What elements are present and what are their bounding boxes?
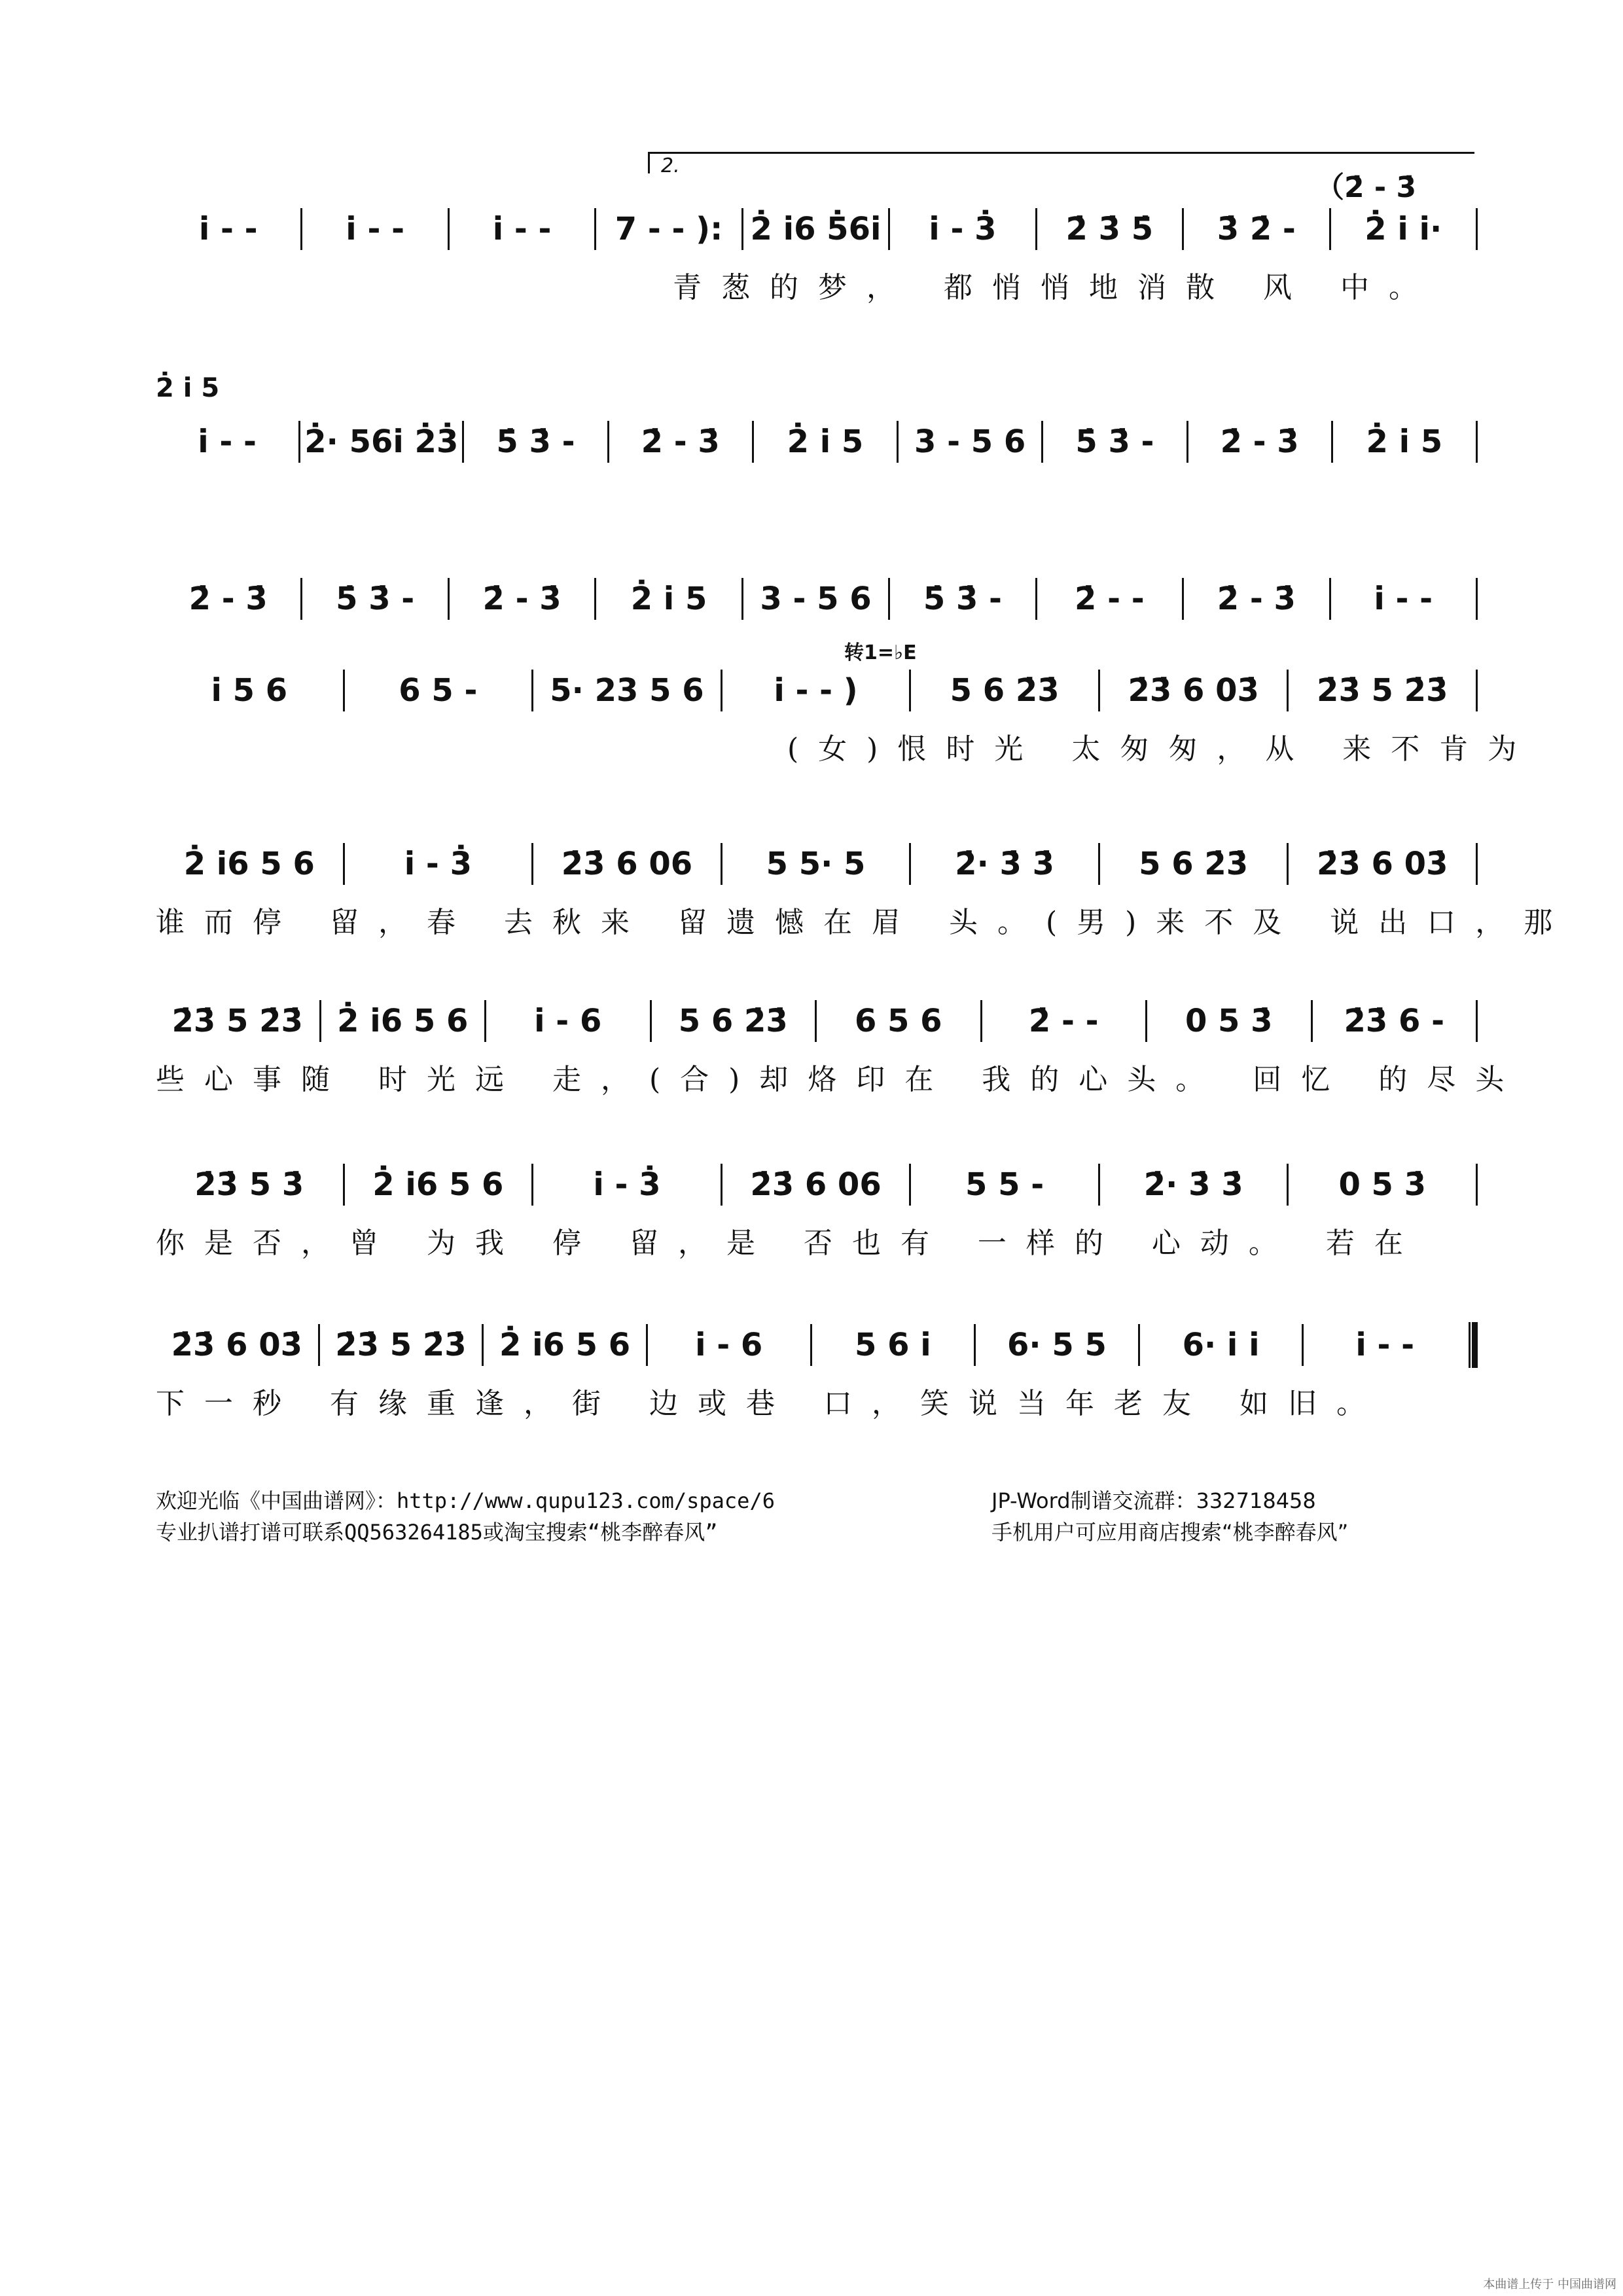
barline xyxy=(1476,670,1478,711)
measure: 0 5 3̇ xyxy=(1338,1166,1427,1203)
measure: i̇ - 3̇ xyxy=(929,211,997,247)
measure: i̇ - 3̇ xyxy=(404,846,472,882)
measure: 2̇3̇ 6 03̇ xyxy=(1317,846,1448,882)
measure: 5 5 - xyxy=(965,1166,1044,1203)
measure: 2̇ i̇6 5 6 xyxy=(183,846,315,882)
measure: i̇ - - xyxy=(346,211,405,247)
notes-row xyxy=(156,661,1478,720)
parenthetical-notes: （2̇ - 3̇ xyxy=(1315,171,1417,204)
footer-app: 手机用户可应用商店搜索“桃李醉春风” xyxy=(991,1520,1349,1545)
measure: 5 5· 5 xyxy=(766,846,866,882)
barline xyxy=(1476,578,1478,620)
notes-row xyxy=(156,1155,1478,1214)
measure: 2̇ - - xyxy=(1075,581,1145,617)
notes-row xyxy=(156,412,1478,471)
measure: 3 - 5 6 xyxy=(914,423,1026,460)
measure: 2̇ i̇ 5 xyxy=(787,423,864,460)
notes-row xyxy=(156,200,1478,259)
measure: 5̇ 3̇ - xyxy=(496,423,575,460)
measure: 6· 5 5 xyxy=(1007,1327,1107,1363)
measure: i̇ - - xyxy=(1374,581,1433,617)
barline xyxy=(1476,1164,1478,1206)
second-ending-label: 2. xyxy=(661,154,680,177)
measure: 5 6 2̇3̇ xyxy=(678,1003,788,1039)
measure: i̇ 5 6 xyxy=(211,672,288,709)
measure: 2̇ i̇ 5 xyxy=(1366,423,1443,460)
notes-row xyxy=(156,834,1478,893)
measure: 2̇ - 3̇ xyxy=(188,581,268,617)
barline xyxy=(1476,843,1478,885)
measure: i̇ - - xyxy=(1355,1327,1415,1363)
barline xyxy=(1469,1322,1478,1368)
footer-group: JP-Word制谱交流群：332718458 xyxy=(991,1488,1316,1513)
site-watermark: 本曲谱上传于 中国曲谱网 xyxy=(1483,2278,1616,2291)
lyrics-line: 些心事随 时光远 走，(合)却烙印在 我的心头。 回忆 的尽头 xyxy=(156,1063,1524,1096)
measure: 2̇ i̇6 5̇6i̇ xyxy=(750,211,882,247)
measure: 5· 23 5 6 xyxy=(550,672,704,709)
measure: 6· i̇ i̇ xyxy=(1182,1327,1260,1363)
measure: 2̇3̇ 5 2̇3̇ xyxy=(335,1327,467,1363)
measure: 2̇3̇ 5 2̇3̇ xyxy=(171,1003,303,1039)
measure: i̇ - 6 xyxy=(695,1327,763,1363)
measure: 2̇ i̇6 5 6 xyxy=(499,1327,631,1363)
measure: i̇ - 3̇ xyxy=(593,1166,661,1203)
barline xyxy=(1476,208,1478,250)
measure: 2̇ i̇6 5 6 xyxy=(337,1003,469,1039)
measure: 2̇3̇ 5 2̇3̇ xyxy=(1317,672,1448,709)
measure: 2̇3̇ 6 - xyxy=(1344,1003,1445,1039)
measure: 2̇· 56i̇ 2̇3̇ xyxy=(304,423,459,460)
measure: 2̇ i̇ i̇· xyxy=(1364,211,1442,247)
measure: 5 6 i̇ xyxy=(854,1327,931,1363)
measure: 3̇ 2̇ - xyxy=(1217,211,1296,247)
measure: 2̇3̇ 6 06 xyxy=(750,1166,882,1203)
measure: 2̇ - 3̇ xyxy=(1217,581,1296,617)
measure: 5̇ 3̇ - xyxy=(1075,423,1154,460)
measure: 2̇ - - xyxy=(1028,1003,1099,1039)
measure: 2̇ - 3̇ xyxy=(641,423,720,460)
lyrics-line: (女)恨时光 太匆匆，从 来不肯为 xyxy=(787,732,1537,766)
measure: i̇ - - xyxy=(198,211,258,247)
measure: 2̇ i̇ 5 xyxy=(630,581,707,617)
measure: 3 - 5 6 xyxy=(760,581,872,617)
measure: 2̇3̇ 6 06 xyxy=(561,846,693,882)
measure: 2̇ - 3̇ xyxy=(482,581,562,617)
grace-notes: 2̇ i̇ 5 xyxy=(156,373,220,403)
notes-row xyxy=(156,992,1478,1050)
measure: 2̇· 3̇ 3̇ xyxy=(955,846,1055,882)
measure: i̇ - 6 xyxy=(534,1003,602,1039)
lyrics-line: 下一秒 有缘重逢，街 边或巷 口，笑说当年老友 如旧。 xyxy=(156,1387,1385,1420)
measure: 5 6 2̇3̇ xyxy=(1139,846,1249,882)
notes-row xyxy=(156,569,1478,628)
measure: 6 5 - xyxy=(399,672,478,709)
measure: 5̇ 3̇ - xyxy=(336,581,415,617)
measure: 5 6 2̇3̇ xyxy=(950,672,1060,709)
barline xyxy=(1476,1000,1478,1042)
footer-website: 欢迎光临《中国曲谱网》：http://www.qupu123.com/space/6 xyxy=(156,1488,775,1513)
notes-row xyxy=(156,1316,1478,1374)
measure: 2̇3̇ 5 3̇ xyxy=(194,1166,304,1203)
measure: 0 5 3̇ xyxy=(1185,1003,1273,1039)
measure: i̇ - - xyxy=(492,211,552,247)
lyrics-line: 你是否，曾 为我 停 留，是 否也有 一样的 心动。 若在 xyxy=(156,1227,1423,1260)
measure: i̇ - - xyxy=(198,423,257,460)
footer-contact: 专业扒谱打谱可联系QQ563264185或淘宝搜索“桃李醉春风” xyxy=(156,1520,718,1545)
measure: 2̇ i̇6 5 6 xyxy=(372,1166,504,1203)
measure: 2̇ 3̇ 5̇ xyxy=(1065,211,1154,247)
measure: 2̇3̇ 6 03̇ xyxy=(1128,672,1259,709)
lyrics-line: 谁而停 留，春 去秋来 留遗憾在眉 头。(男)来不及 说出口，那 xyxy=(156,906,1573,939)
measure: 5̇ 3̇ - xyxy=(923,581,1002,617)
measure: i̇ - - ) xyxy=(774,672,858,709)
barline xyxy=(1476,421,1478,463)
measure: 6 5 6 xyxy=(854,1003,942,1039)
measure: 2̇3̇ 6 03̇ xyxy=(171,1327,303,1363)
lyrics-line: 青葱的梦， 都悄悄地消散 风 中。 xyxy=(673,271,1437,304)
measure: 7 - - ): xyxy=(615,211,723,247)
key-change-marking: 转1=♭E xyxy=(844,641,917,664)
measure: 2̇ - 3̇ xyxy=(1220,423,1299,460)
measure: 2̇· 3̇ 3̇ xyxy=(1143,1166,1243,1203)
